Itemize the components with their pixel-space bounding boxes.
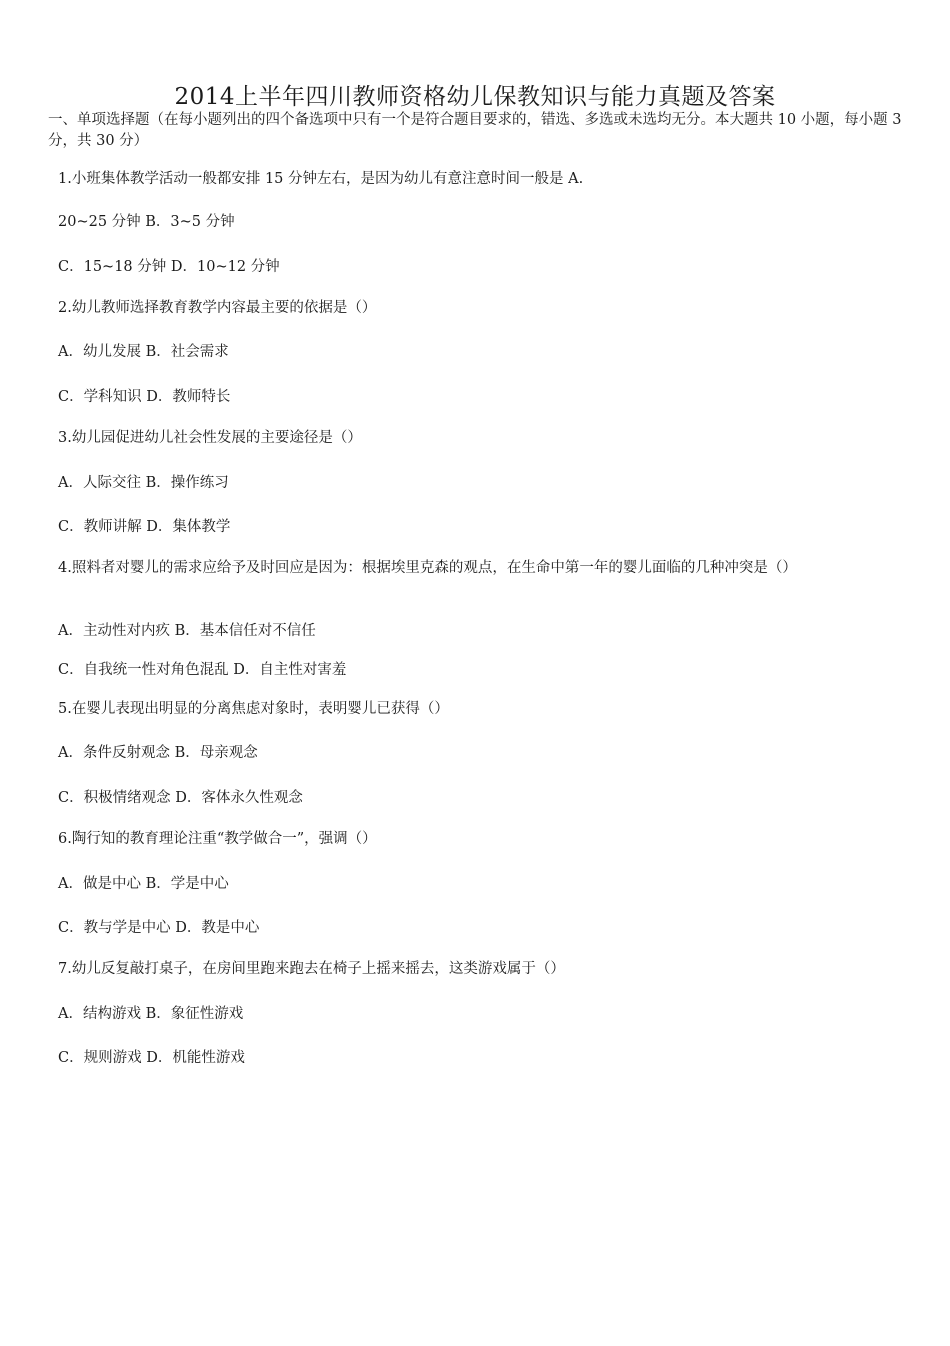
question-3-stem: 3.幼儿园促进幼儿社会性发展的主要途径是（） [58, 430, 362, 446]
question-7-options-line2: C．规则游戏 D．机能性游戏 [58, 1050, 245, 1066]
document-title: 2014上半年四川教师资格幼儿保教知识与能力真题及答案 [174, 84, 776, 110]
question-4-options-line1: A．主动性对内疚 B．基本信任对不信任 [58, 623, 316, 639]
question-5-options-line1: A．条件反射观念 B．母亲观念 [58, 745, 258, 761]
question-7-options-line1: A．结构游戏 B．象征性游戏 [58, 1006, 244, 1022]
question-2-options-line2: C．学科知识 D．教师特长 [58, 389, 231, 405]
question-1-stem: 1.小班集体教学活动一般都安排 15 分钟左右，是因为幼儿有意注意时间一般是 A. [58, 171, 584, 187]
question-1-options-line2: C．15~18 分钟 D．10~12 分钟 [58, 259, 280, 275]
question-6-options-line2: C．教与学是中心 D．教是中心 [58, 920, 260, 936]
question-4-stem: 4.照料者对婴儿的需求应给予及时回应是因为：根据埃里克森的观点，在生命中第一年的婴儿面临的几种冲突是（） [58, 560, 797, 576]
section-intro: 一、单项选择题（在每小题列出的四个备选项中只有一个是符合题目要求的，错选、多选或未选均无分。本大题共 10 小题，每小题 3 分，共 30 分） [48, 112, 902, 149]
question-5-stem: 5.在婴儿表现出明显的分离焦虑对象时，表明婴儿已获得（） [58, 701, 449, 717]
question-6-options-line1: A．做是中心 B．学是中心 [58, 876, 229, 892]
question-2-stem: 2.幼儿教师选择教育教学内容最主要的依据是（） [58, 300, 377, 316]
question-6-stem: 6.陶行知的教育理论注重“教学做合一”，强调（） [58, 831, 377, 847]
question-4-options-line2: C．自我统一性对角色混乱 D．自主性对害羞 [58, 662, 347, 678]
question-7-stem: 7.幼儿反复敲打桌子，在房间里跑来跑去在椅子上摇来摇去，这类游戏属于（） [58, 961, 565, 977]
question-3-options-line1: A．人际交往 B．操作练习 [58, 475, 229, 491]
question-1-options-line1: 20~25 分钟 B．3~5 分钟 [58, 214, 235, 230]
question-3-options-line2: C．教师讲解 D．集体教学 [58, 519, 231, 535]
question-2-options-line1: A．幼儿发展 B．社会需求 [58, 344, 229, 360]
question-5-options-line2: C．积极情绪观念 D．客体永久性观念 [58, 790, 303, 806]
